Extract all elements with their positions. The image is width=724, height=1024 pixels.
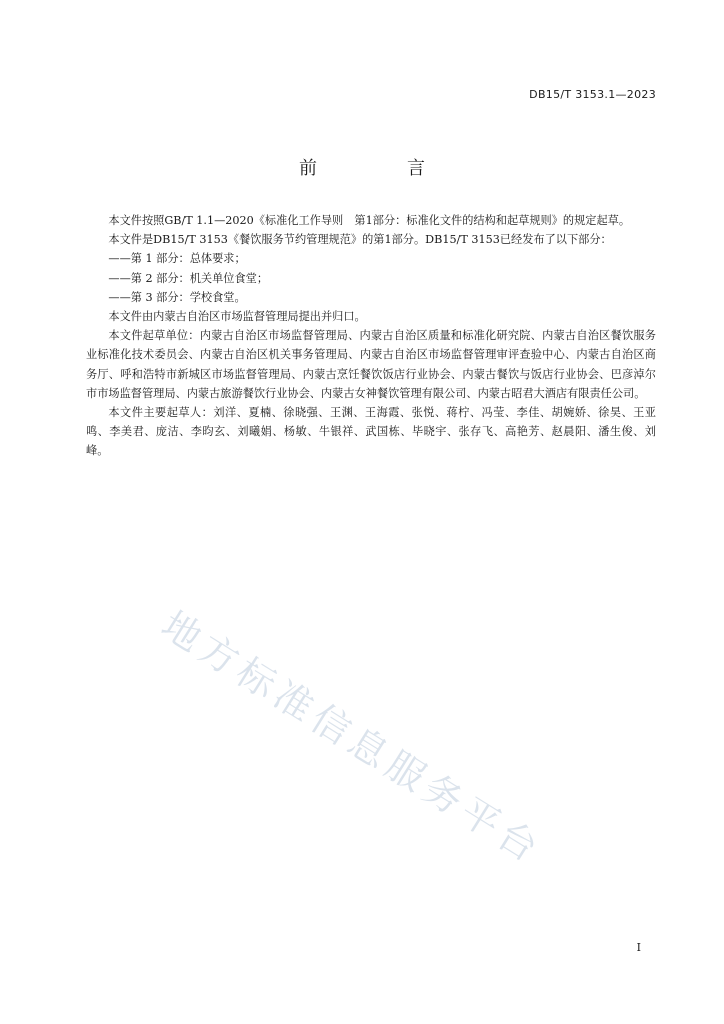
page-number: I [636,941,641,954]
watermark: 地方标准信息服务平台 [153,602,551,874]
paragraph-drafting-units: 本文件起草单位：内蒙古自治区市场监督管理局、内蒙古自治区质量和标准化研究院、内蒙古自治区餐饮服务业标准化技术委员会、内蒙古自治区机关事务管理局、内蒙古自治区市场监督管理审评查验中心、内蒙古自治区商务厅、呼和浩特市新城区市场监督管理局、内蒙古烹饪餐饮饭店行业协会、内蒙古餐饮与饭店行业协会、巴彦淖尔市市场监督管理局、内蒙古旅游餐饮行业协会、内蒙古女神餐饮管理有限公司、内蒙古昭君大酒店有限责任公司。 [86,329,656,400]
document-code: DB15/T 3153.1—2023 [529,88,656,101]
list-item-part-1: ——第 1 部分：总体要求； [108,252,246,266]
paragraph-proposer: 本文件由内蒙古自治区市场监督管理局提出并归口。 [108,310,366,324]
paragraph-drafters: 本文件主要起草人：刘洋、夏楠、徐晓强、王渊、王海霞、张悦、蒋柠、冯莹、李佳、胡婉娇、徐昊、王亚鸣、李美君、庞洁、李昀玄、刘曦娟、杨敏、牛银祥、武国栋、毕晓宇、张存飞、高艳芳、赵晨阳、潘生俊、刘峰。 [86,406,656,458]
list-item-part-3: ——第 3 部分：学校食堂。 [108,290,246,304]
paragraph-parts-intro: 本文件是DB15/T 3153《餐饮服务节约管理规范》的第1部分。DB15/T 3153已经发布了以下部分： [108,233,612,247]
page-title: 前 言 [299,158,461,179]
body-text [86,211,656,461]
paragraph-drafting-rule: 本文件按照GB/T 1.1—2020《标准化工作导则 第1部分：标准化文件的结构和起草规则》的规定起草。 [108,214,631,227]
list-item-part-2: ——第 2 部分：机关单位食堂； [108,271,269,285]
